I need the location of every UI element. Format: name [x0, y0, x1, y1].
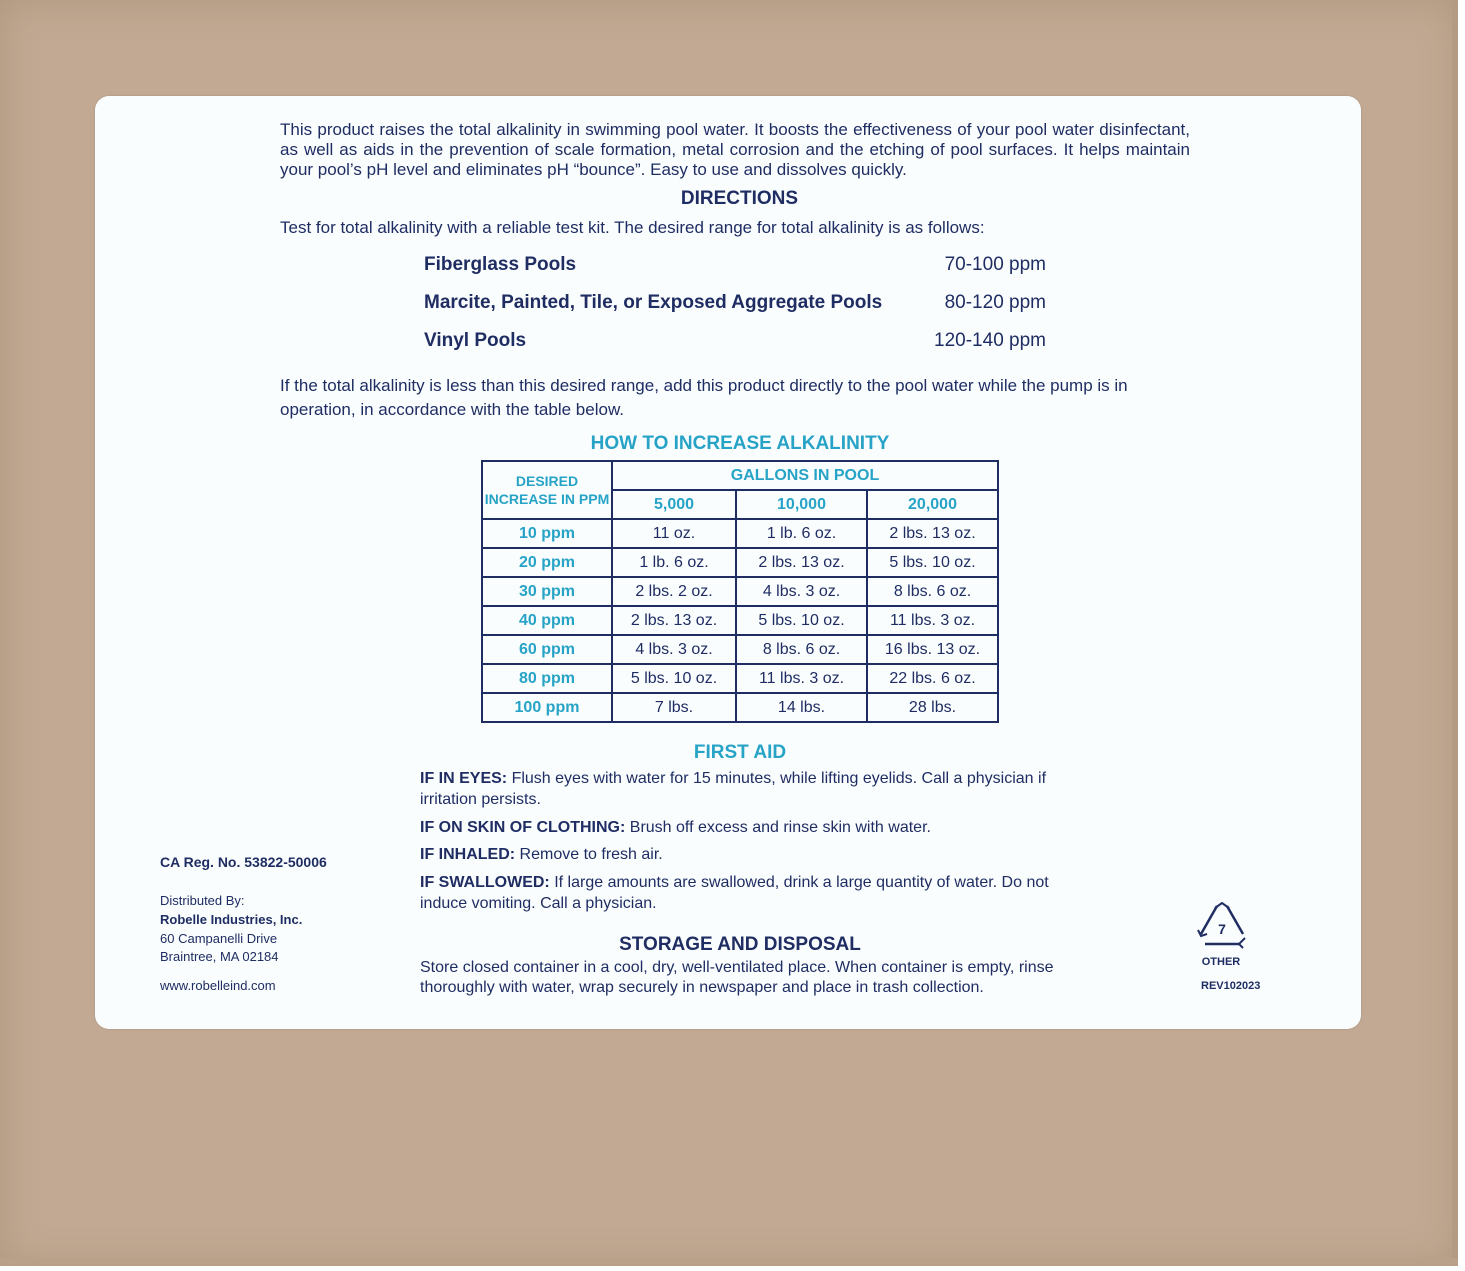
- first-aid-item: [420, 844, 1070, 865]
- ppm-range: 80-120 ppm: [944, 292, 1046, 313]
- distributed-by: Distributed By:: [160, 893, 245, 908]
- increase-table-title: HOW TO INCREASE ALKALINITY: [590, 433, 890, 454]
- company-name: Robelle Industries, Inc.: [160, 912, 303, 927]
- ppm-cell: 80 ppm: [482, 664, 612, 693]
- intro-text: This product raises the total alkalinity in swimming pool water. It boosts the effectiveness of your pool water disinfectant, as well as aids in the prevention of scale formation, metal corrosion and the etching of pool surfaces. It helps maintain your pool’s pH level and eliminates pH “bounce”. Easy to use and dissolves quickly.: [280, 120, 1190, 179]
- table-row: [482, 664, 998, 693]
- website: www.robelleind.com: [160, 978, 276, 993]
- dose-cell: 2 lbs. 13 oz.: [867, 519, 998, 548]
- first-aid-item: [420, 872, 1070, 914]
- desired-increase-header: DESIRED INCREASE IN PPM: [482, 461, 612, 519]
- recycle-number: 7: [1218, 921, 1226, 937]
- first-aid-label: IF IN EYES:: [420, 770, 508, 787]
- pool-type: Marcite, Painted, Tile, or Exposed Aggregate Pools: [424, 292, 883, 313]
- pool-type: Vinyl Pools: [424, 330, 527, 351]
- product-label: [95, 96, 1361, 1029]
- directions-heading: DIRECTIONS: [680, 188, 799, 209]
- first-aid-text: Brush off excess and rinse skin with water.: [625, 819, 931, 836]
- ppm-cell: 30 ppm: [482, 577, 612, 606]
- revision-code: REV102023: [1201, 980, 1261, 992]
- dose-cell: 16 lbs. 13 oz.: [867, 635, 998, 664]
- dose-cell: 8 lbs. 6 oz.: [736, 635, 867, 664]
- box-edge: [0, 1258, 1458, 1266]
- first-aid-item: [420, 768, 1070, 810]
- directions-text: Test for total alkalinity with a reliable test kit. The desired range for total alkalinity is as follows:: [280, 218, 985, 237]
- first-aid-item: [420, 817, 1070, 838]
- dose-cell: 5 lbs. 10 oz.: [736, 606, 867, 635]
- table-row: [482, 548, 998, 577]
- ppm-range: 120-140 ppm: [934, 330, 1046, 351]
- first-aid-label: IF SWALLOWED:: [420, 874, 550, 891]
- recycle-7-icon: [1195, 902, 1249, 950]
- dosage-table: [481, 460, 999, 723]
- ca-registration: CA Reg. No. 53822-50006: [160, 854, 327, 870]
- dose-cell: 1 lb. 6 oz.: [612, 548, 736, 577]
- first-aid-label: IF INHALED:: [420, 846, 516, 863]
- gallons-column-header: 10,000: [736, 490, 867, 519]
- table-row: [482, 693, 998, 722]
- table-row: [482, 606, 998, 635]
- dose-cell: 28 lbs.: [867, 693, 998, 722]
- gallons-column-header: 5,000: [612, 490, 736, 519]
- dose-cell: 7 lbs.: [612, 693, 736, 722]
- first-aid-text: Remove to fresh air.: [515, 846, 663, 863]
- dose-cell: 22 lbs. 6 oz.: [867, 664, 998, 693]
- address-line: Braintree, MA 02184: [160, 949, 279, 964]
- storage-heading: STORAGE AND DISPOSAL: [619, 934, 861, 955]
- ppm-cell: 10 ppm: [482, 519, 612, 548]
- dose-cell: 4 lbs. 3 oz.: [612, 635, 736, 664]
- gallons-header: GALLONS IN POOL: [612, 461, 998, 490]
- recycle-label: OTHER: [1201, 956, 1241, 968]
- pool-type: Fiberglass Pools: [424, 254, 577, 275]
- table-row: [482, 635, 998, 664]
- dose-cell: 8 lbs. 6 oz.: [867, 577, 998, 606]
- dose-cell: 14 lbs.: [736, 693, 867, 722]
- ppm-cell: 40 ppm: [482, 606, 612, 635]
- dose-cell: 11 lbs. 3 oz.: [736, 664, 867, 693]
- first-aid-label: IF ON SKIN OF CLOTHING:: [420, 819, 626, 836]
- ppm-cell: 100 ppm: [482, 693, 612, 722]
- dose-cell: 2 lbs. 13 oz.: [736, 548, 867, 577]
- table-row: [482, 577, 998, 606]
- dosing-instructions: If the total alkalinity is less than this desired range, add this product directly to the pool water while the pump is in operation, in accordance with the table below.: [280, 376, 1128, 419]
- box-edge: [1452, 0, 1458, 1266]
- ppm-range: 70-100 ppm: [944, 254, 1046, 275]
- dose-cell: 1 lb. 6 oz.: [736, 519, 867, 548]
- dose-cell: 5 lbs. 10 oz.: [612, 664, 736, 693]
- ppm-cell: 60 ppm: [482, 635, 612, 664]
- dose-cell: 11 lbs. 3 oz.: [867, 606, 998, 635]
- dose-cell: 5 lbs. 10 oz.: [867, 548, 998, 577]
- ppm-cell: 20 ppm: [482, 548, 612, 577]
- dose-cell: 11 oz.: [612, 519, 736, 548]
- dose-cell: 4 lbs. 3 oz.: [736, 577, 867, 606]
- first-aid-text: Flush eyes with water for 15 minutes, while lifting eyelids. Call a physician if irritation persists.: [420, 770, 1047, 808]
- dose-cell: 2 lbs. 13 oz.: [612, 606, 736, 635]
- gallons-column-header: 20,000: [867, 490, 998, 519]
- dose-cell: 2 lbs. 2 oz.: [612, 577, 736, 606]
- storage-text: Store closed container in a cool, dry, well-ventilated place. When container is empty, rinse thoroughly with water, wrap securely in newspaper and place in trash collection.: [420, 959, 1054, 996]
- first-aid-text: If large amounts are swallowed, drink a large quantity of water. Do not induce vomiting. Call a physician.: [420, 874, 1049, 912]
- address-line: 60 Campanelli Drive: [160, 931, 278, 946]
- first-aid-heading: FIRST AID: [693, 742, 787, 763]
- table-row: [482, 519, 998, 548]
